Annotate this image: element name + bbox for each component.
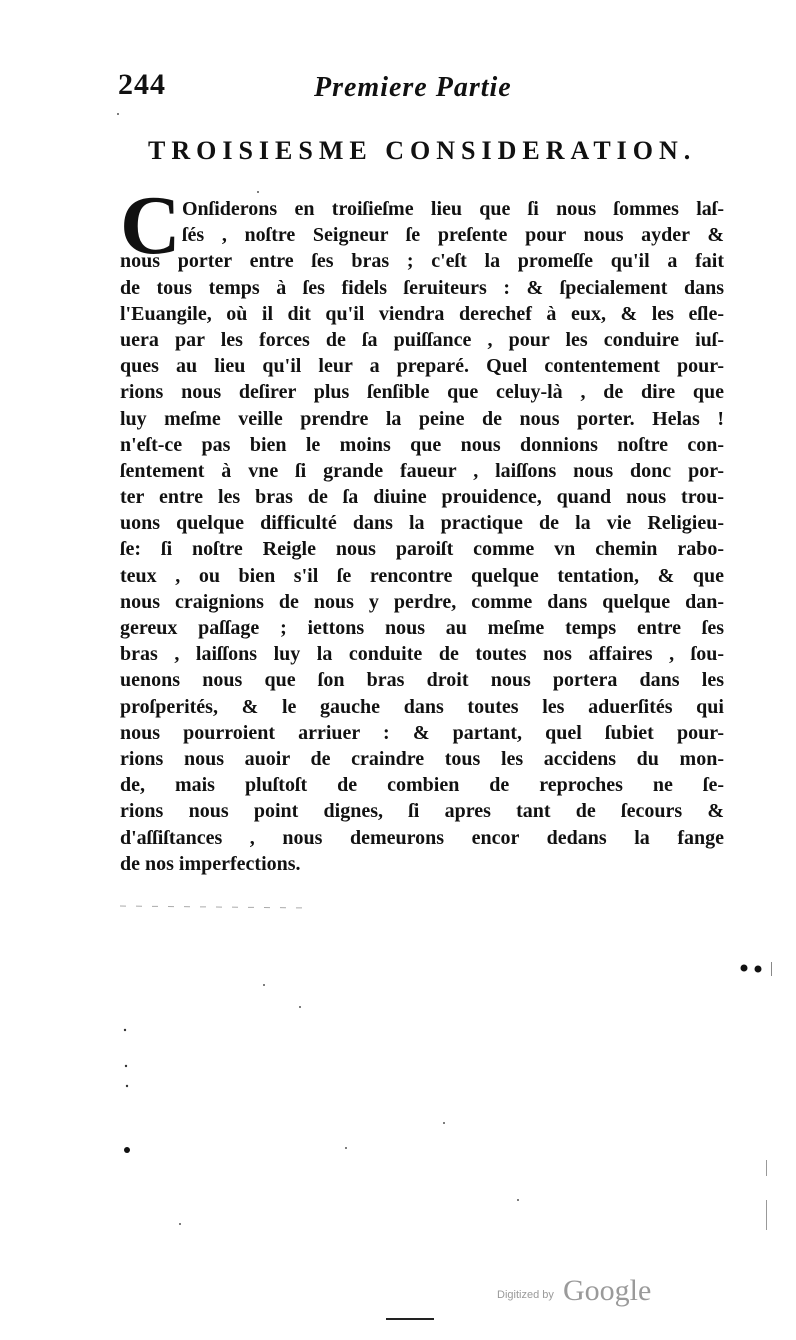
google-logo-text: Google [563, 1274, 652, 1307]
watermark-small-text: Digitized by [497, 1289, 554, 1301]
text-line: de tous temps à ſes fidels ſeruiteurs : & ſpecialement dans [120, 276, 724, 299]
text-line: nous craignions de nous y perdre, comme dans quelque dan- [120, 590, 724, 613]
section-heading: TROISIESME CONSIDERATION. [148, 136, 697, 165]
bottom-rule [386, 1318, 434, 1320]
text-line: ſe: ſi noſtre Reigle nous paroiſt comme vn chemin rabo- [120, 538, 724, 561]
drop-cap: C [120, 179, 181, 272]
text-line: rions nous deſirer plus ſenſible que celuy-là , de dire que [120, 381, 724, 404]
text-line: uons quelque difficulté dans la practique de la vie Religieu- [120, 512, 724, 535]
text-line: d'aſſiſtances , nous demeurons encor dedans la fange [120, 826, 724, 849]
text-line: uenons nous que ſon bras droit nous portera dans les [120, 669, 724, 692]
text-line: gereux paſſage ; iettons nous au meſme temps entre ſes [120, 617, 724, 639]
text-line: nous porter entre ſes bras ; c'eſt la promeſſe qu'il a fait [120, 250, 724, 273]
text-line: de, mais pluſtoſt de combien de reproches ne ſe- [120, 774, 724, 797]
text-line: ter entre les bras de ſa diuine prouidence, quand nous trou- [120, 486, 724, 509]
digitized-watermark [497, 1274, 667, 1314]
text-line: uera par les forces de ſa puiſſance , pour les conduire iuſ- [120, 328, 724, 351]
text-line: luy meſme veille prendre la peine de nous porter. Helas ! [120, 407, 724, 430]
text-line: proſperités, & le gauche dans toutes les aduerſités qui [120, 695, 724, 718]
text-line: bras , laiſſons luy la conduite de toutes nos affaires , ſou- [120, 643, 724, 666]
text-line: ques au lieu qu'il leur a preparé. Quel contentement pour- [120, 355, 724, 378]
text-line: ſentement à vne ſi grande faueur , laiſſons nous donc por- [120, 459, 724, 482]
text-line: de nos imperfections. [120, 852, 301, 875]
text-line: rions nous point dignes, ſi apres tant de ſecours & [120, 800, 724, 823]
text-line: ſés , noſtre Seigneur ſe preſente pour nous ayder & [182, 224, 724, 247]
page-number: 244 [118, 68, 166, 101]
running-title: Premiere Partie [314, 72, 512, 103]
text-line: l'Euangile, où il dit qu'il viendra derechef à eux, & les eſle- [120, 302, 724, 325]
body-paragraph [120, 179, 724, 877]
text-line: Onſiderons en troiſieſme lieu que ſi nous ſommes laſ- [182, 198, 724, 220]
text-line: n'eſt-ce pas bien le moins que nous donnions noſtre con- [120, 433, 724, 456]
running-head [118, 68, 718, 108]
text-line: nous pourroient arriuer : & partant, quel ſubiet pour- [120, 721, 724, 744]
text-line: teux , ou bien s'il ſe rencontre quelque tentation, & que [120, 564, 724, 587]
text-line: rions nous auoir de craindre tous les accidens du mon- [120, 747, 724, 770]
